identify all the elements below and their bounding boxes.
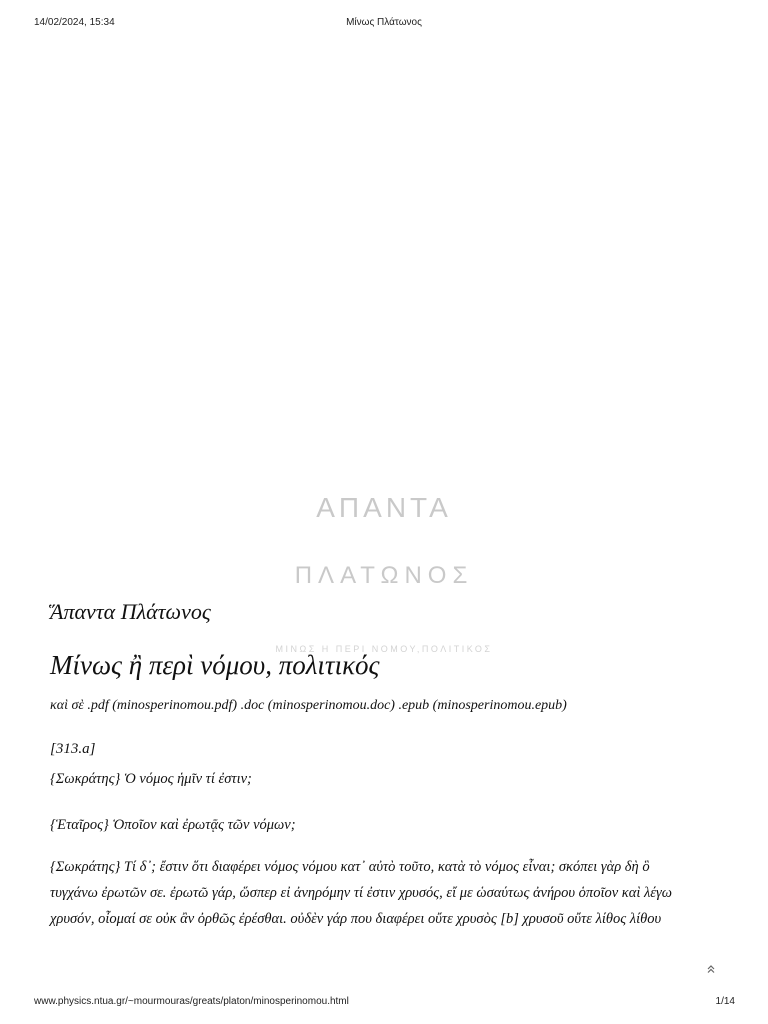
print-page-number: 1/14 — [715, 996, 735, 1007]
watermark-subtitle: ΜΙΝΩΣ Η ΠΕΡΙ ΝΟΜΟΥ,ΠΟΛΙΤΙΚΟΣ — [275, 644, 493, 654]
dialogue-paragraph-2: {Ἑταῖρος} Ὁποῖον καὶ ἐρωτᾷς τῶν νόμων; — [50, 817, 296, 833]
print-page-title: Μίνως Πλάτωνος — [346, 17, 422, 28]
dialogue-paragraph-1: {Σωκράτης} Ὁ νόμος ἡμῖν τί ἐστιν; — [50, 771, 252, 787]
watermark-apanta: ΑΠΑΝΤΑ — [316, 492, 452, 523]
double-chevron-up-icon — [706, 964, 716, 974]
collection-title: Ἅπαντα Πλάτωνος — [50, 599, 211, 624]
print-header — [0, 17, 768, 31]
print-url: www.physics.ntua.gr/~mourmouras/greats/platon/minosperinomou.html — [34, 996, 349, 1007]
print-footer — [0, 996, 768, 1010]
back-to-top-button[interactable] — [704, 962, 718, 976]
paragraph-line: χρυσόν, οἶομαί σε οὐκ ἂν ὀρθῶς ἐρέσθαι. οὐδὲν γάρ που διαφέρει οὔτε χρυσὸς [b] χρυσοῦ οὔτε λίθος λίθου — [50, 911, 662, 927]
download-links[interactable]: καὶ σὲ .pdf (minosperinomou.pdf) .doc (minosperinomou.doc) .epub (minosperinomou.epub) — [50, 698, 567, 713]
dialogue-paragraph-3 — [50, 854, 730, 932]
section-marker: [313.a] — [50, 741, 96, 757]
paragraph-line: {Σωκράτης} Τί δ᾽; ἔστιν ὅτι διαφέρει νόμος νόμου κατ᾽ αὐτὸ τοῦτο, κατὰ τὸ νόμος εἶναι; σκόπει γὰρ δὴ ὃ — [50, 859, 650, 875]
work-title: Μίνως ἢ περὶ νόμου, πολιτικός — [50, 650, 380, 680]
watermark-platonos: ΠΛΑΤΩΝΟΣ — [294, 562, 474, 589]
print-datetime: 14/02/2024, 15:34 — [34, 17, 115, 28]
paragraph-line: τυγχάνω ἐρωτῶν σε. ἐρωτῶ γάρ, ὥσπερ εἰ ἀνηρόμην τί ἐστιν χρυσός, εἴ με ὡσαύτως ἀνήρου ὁποῖον καὶ λέγω — [50, 885, 672, 901]
